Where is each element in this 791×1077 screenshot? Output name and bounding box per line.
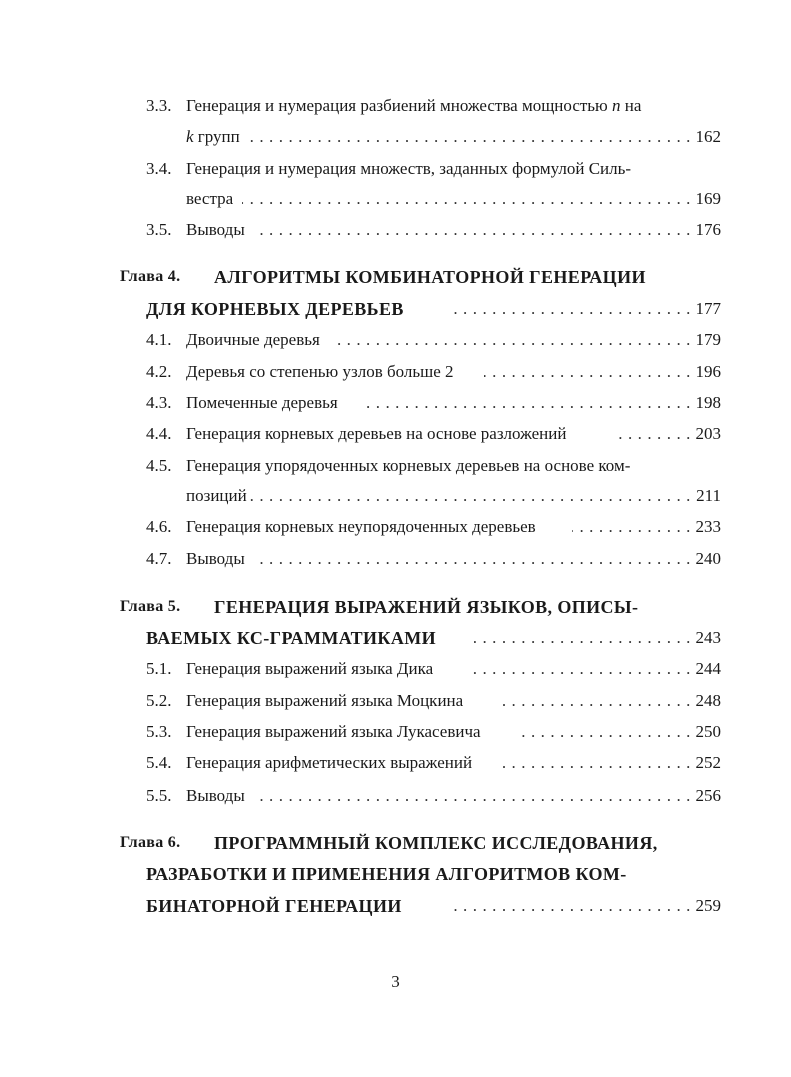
section-title: Генерация упорядоченных корневых деревьев на основе ком- (186, 456, 631, 475)
leader-dots (448, 892, 691, 920)
toc-entry-5-1 (0, 655, 791, 683)
section-title: Генерация выражений языка Лукасевича (186, 722, 481, 741)
toc-entry-4-2 (0, 358, 791, 386)
page-ref: 256 (695, 786, 721, 805)
section-title: Выводы (186, 786, 245, 805)
section-number: 4.3. (146, 393, 172, 412)
section-title: Деревья со степенью узлов больше 2 (186, 362, 454, 381)
toc-entry-3-3-cont (0, 123, 791, 151)
section-number: 4.4. (146, 424, 172, 443)
page-ref: 252 (695, 753, 721, 772)
leader-dots (468, 655, 691, 683)
page-ref: 244 (695, 659, 721, 678)
leader-dots (256, 216, 691, 244)
toc-entry-5-4 (0, 749, 791, 777)
chapter-title: ГЕНЕРАЦИЯ ВЫРАЖЕНИЙ ЯЗЫКОВ, ОПИСЫ- (214, 597, 639, 617)
section-number: 4.6. (146, 517, 172, 536)
section-number: 3.5. (146, 220, 172, 239)
leader-dots (256, 545, 691, 573)
section-number: 3.3. (146, 96, 172, 115)
leader-dots (516, 718, 691, 746)
leader-dots (484, 358, 691, 386)
page-ref: 240 (695, 549, 721, 568)
toc-entry-4-5-cont (0, 482, 791, 510)
section-title: Генерация выражений языка Моцкина (186, 691, 464, 710)
page-ref: 203 (695, 424, 721, 443)
chapter-title: ПРОГРАММНЫЙ КОМПЛЕКС ИССЛЕДОВАНИЯ, (214, 833, 658, 853)
section-number: 4.7. (146, 549, 172, 568)
page-ref: 179 (695, 330, 721, 349)
page-ref: 198 (695, 393, 721, 412)
toc-entry-3-3 (0, 92, 791, 120)
leader-dots (336, 326, 691, 354)
section-number: 5.2. (146, 691, 172, 710)
leader-dots (498, 687, 691, 715)
section-title: Выводы (186, 220, 245, 239)
section-number: 4.2. (146, 362, 172, 381)
toc-entry-4-7 (0, 545, 791, 573)
section-title: позиций (186, 486, 247, 505)
page-ref: 250 (695, 722, 721, 741)
section-number: 4.5. (146, 456, 172, 475)
toc-entry-5-2 (0, 687, 791, 715)
toc-chapter-4-cont (0, 295, 791, 323)
chapter-title: ДЛЯ КОРНЕВЫХ ДЕРЕВЬЕВ (146, 299, 404, 319)
section-number: 5.3. (146, 722, 172, 741)
toc-entry-4-3 (0, 389, 791, 417)
section-number: 3.4. (146, 159, 172, 178)
leader-dots (474, 624, 691, 652)
chapter-label: Глава 4. (120, 268, 181, 285)
section-title: вестра (186, 189, 234, 208)
leader-dots (572, 513, 691, 541)
page-ref: 248 (695, 691, 721, 710)
section-title: Генерация арифметических выражений (186, 753, 473, 772)
section-number: 5.1. (146, 659, 172, 678)
chapter-title: БИНАТОРНОЙ ГЕНЕРАЦИИ (146, 896, 402, 916)
section-number: 5.4. (146, 753, 172, 772)
toc-chapter-5-cont (0, 624, 791, 652)
leader-dots (242, 185, 691, 213)
toc-chapter-6-cont2 (0, 892, 791, 920)
section-title: Двоичные деревья (186, 330, 320, 349)
section-title: Помеченные деревья (186, 393, 338, 412)
toc-chapter-6 (0, 829, 791, 857)
section-title: Генерация выражений языка Дика (186, 659, 434, 678)
leader-dots (256, 782, 691, 810)
section-title: Генерация и нумерация разбиений множества мощностью n на (186, 96, 642, 115)
toc-entry-4-4 (0, 420, 791, 448)
leader-dots (250, 482, 691, 510)
page-ref: 233 (695, 517, 721, 536)
toc-entry-4-6 (0, 513, 791, 541)
section-title: Генерация корневых неупорядоченных деревьев (186, 517, 536, 536)
toc-chapter-6-cont (0, 860, 791, 888)
toc-entry-3-5 (0, 216, 791, 244)
leader-dots (360, 389, 691, 417)
page-ref: 243 (695, 628, 721, 647)
leader-dots (502, 749, 691, 777)
page-ref: 259 (695, 896, 721, 915)
section-title: Выводы (186, 549, 245, 568)
page-ref: 196 (695, 362, 721, 381)
section-title: k групп (186, 127, 240, 146)
toc-entry-5-5 (0, 782, 791, 810)
page-number: 3 (391, 972, 400, 991)
leader-dots (250, 123, 691, 151)
toc-chapter-4 (0, 263, 791, 291)
page-ref: 176 (695, 220, 721, 239)
leader-dots (448, 295, 691, 323)
chapter-label: Глава 5. (120, 598, 181, 615)
page-ref: 169 (695, 189, 721, 208)
toc-entry-5-3 (0, 718, 791, 746)
toc-entry-3-4 (0, 155, 791, 183)
chapter-label: Глава 6. (120, 834, 181, 851)
toc-entry-4-1 (0, 326, 791, 354)
chapter-title: ВАЕМЫХ КС-ГРАММАТИКАМИ (146, 628, 437, 648)
toc-chapter-5 (0, 593, 791, 621)
section-title: Генерация и нумерация множеств, заданных формулой Силь- (186, 159, 632, 178)
section-title: Генерация корневых деревьев на основе разложений (186, 424, 567, 443)
chapter-title: РАЗРАБОТКИ И ПРИМЕНЕНИЯ АЛГОРИТМОВ КОМ- (146, 864, 627, 884)
toc-entry-4-5 (0, 452, 791, 480)
section-number: 4.1. (146, 330, 172, 349)
page-ref: 177 (695, 299, 721, 318)
leader-dots (612, 420, 691, 448)
toc-entry-3-4-cont (0, 185, 791, 213)
section-number: 5.5. (146, 786, 172, 805)
page-ref: 162 (695, 127, 721, 146)
chapter-title: АЛГОРИТМЫ КОМБИНАТОРНОЙ ГЕНЕРАЦИИ (214, 267, 646, 287)
page-ref: 211 (696, 486, 721, 505)
